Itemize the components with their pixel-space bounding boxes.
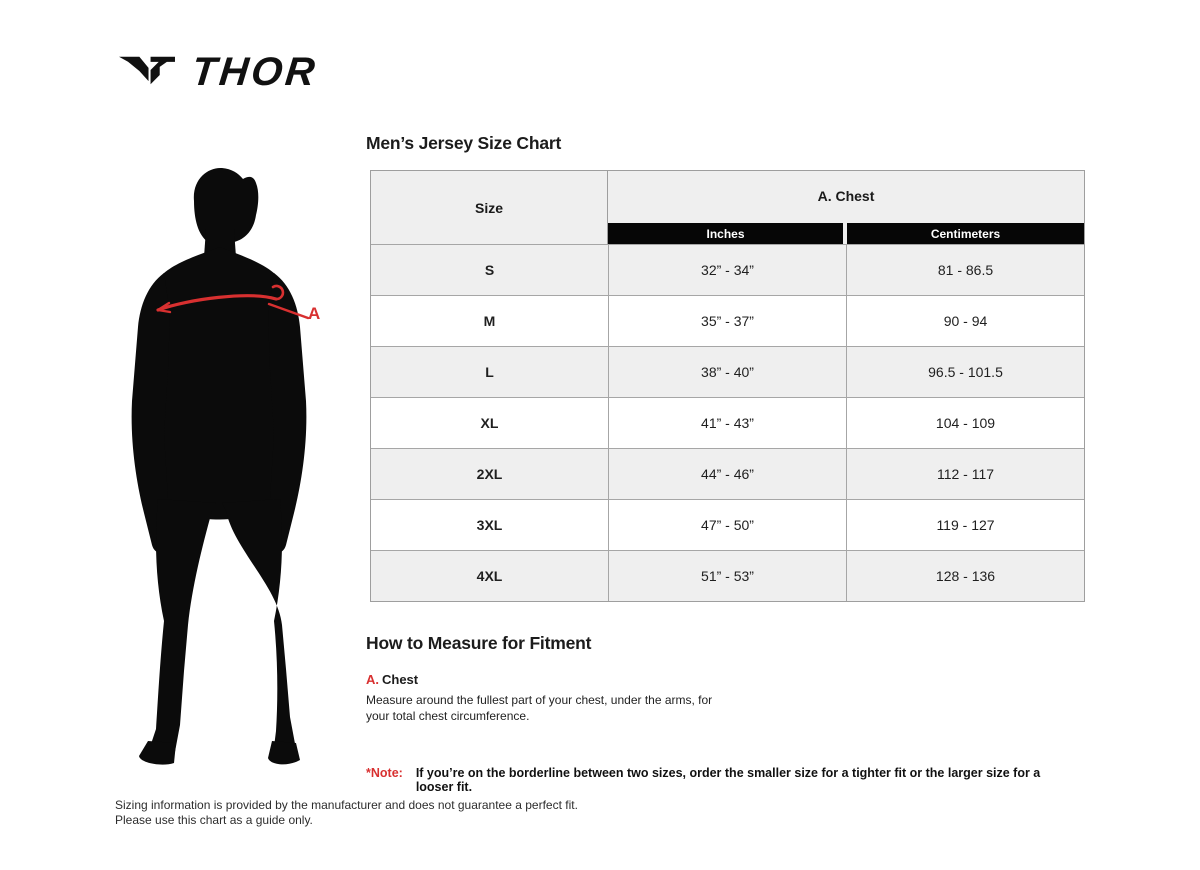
measure-key: A. <box>366 672 379 687</box>
size-cell: 3XL <box>476 517 503 533</box>
size-cell: S <box>484 262 495 278</box>
size-cell: L <box>485 364 494 380</box>
disclaimer-line-1: Sizing information is provided by the manufacturer and does not guarantee a perfect fit. <box>115 798 578 812</box>
brand-logo <box>118 46 320 98</box>
inches-cell: 38” - 40” <box>608 347 846 397</box>
how-to-measure-section <box>366 633 766 725</box>
table-row-s <box>371 244 1084 295</box>
cm-cell: 96.5 - 101.5 <box>846 347 1084 397</box>
silhouette-left-foot <box>139 741 176 765</box>
table-header <box>371 171 1084 244</box>
disclaimer-line-2: Please use this chart as a guide only. <box>115 813 313 827</box>
header-chest-group <box>608 171 1084 244</box>
silhouette-left-leg <box>149 499 216 761</box>
size-cell: XL <box>480 415 499 431</box>
cm-cell: 112 - 117 <box>846 449 1084 499</box>
measure-label: Chest <box>382 672 419 687</box>
inches-cell: 41” - 43” <box>608 398 846 448</box>
size-cell: M <box>483 313 496 329</box>
size-cell: 4XL <box>476 568 503 584</box>
inches-cell: 51” - 53” <box>608 551 846 601</box>
male-silhouette <box>128 163 310 769</box>
how-to-measure-title: How to Measure for Fitment <box>366 633 592 653</box>
inches-cell: 32” - 34” <box>608 245 846 295</box>
note-text: If you’re on the borderline between two sizes, order the smaller size for a tighter fit or the larger size for a looser fit. <box>415 766 1041 794</box>
disclaimer <box>115 798 578 828</box>
unit-header-row <box>608 221 1084 244</box>
size-chart-title: Men’s Jersey Size Chart <box>366 133 562 153</box>
cm-cell: 128 - 136 <box>846 551 1084 601</box>
size-chart-table <box>370 170 1085 602</box>
table-row-4xl <box>371 550 1084 601</box>
inches-cell: 47” - 50” <box>608 500 846 550</box>
inches-cell: 35” - 37” <box>608 296 846 346</box>
thor-wing-icon <box>118 46 176 98</box>
note-prefix: *Note: <box>366 766 403 780</box>
header-inches: Inches <box>608 223 843 244</box>
header-chest: A. Chest <box>817 188 875 204</box>
male-silhouette-figure <box>128 163 310 769</box>
silhouette-torso <box>152 247 286 520</box>
measure-item-chest <box>366 671 766 725</box>
measure-description: Measure around the fullest part of your chest, under the arms, for your total chest circumference. <box>366 693 713 723</box>
table-row-2xl <box>371 448 1084 499</box>
cm-cell: 90 - 94 <box>846 296 1084 346</box>
cm-cell: 119 - 127 <box>846 500 1084 550</box>
table-row-3xl <box>371 499 1084 550</box>
size-cell: 2XL <box>476 466 503 482</box>
cm-cell: 81 - 86.5 <box>846 245 1084 295</box>
inches-cell: 44” - 46” <box>608 449 846 499</box>
table-row-m <box>371 295 1084 346</box>
sizing-note <box>366 766 1066 794</box>
header-size: Size <box>371 171 608 244</box>
brand-wordmark: THOR <box>189 50 320 94</box>
chest-measure-label: A <box>308 304 321 323</box>
cm-cell: 104 - 109 <box>846 398 1084 448</box>
header-centimeters: Centimeters <box>847 223 1084 244</box>
table-row-xl <box>371 397 1084 448</box>
table-row-l <box>371 346 1084 397</box>
silhouette-right-foot <box>268 741 300 764</box>
